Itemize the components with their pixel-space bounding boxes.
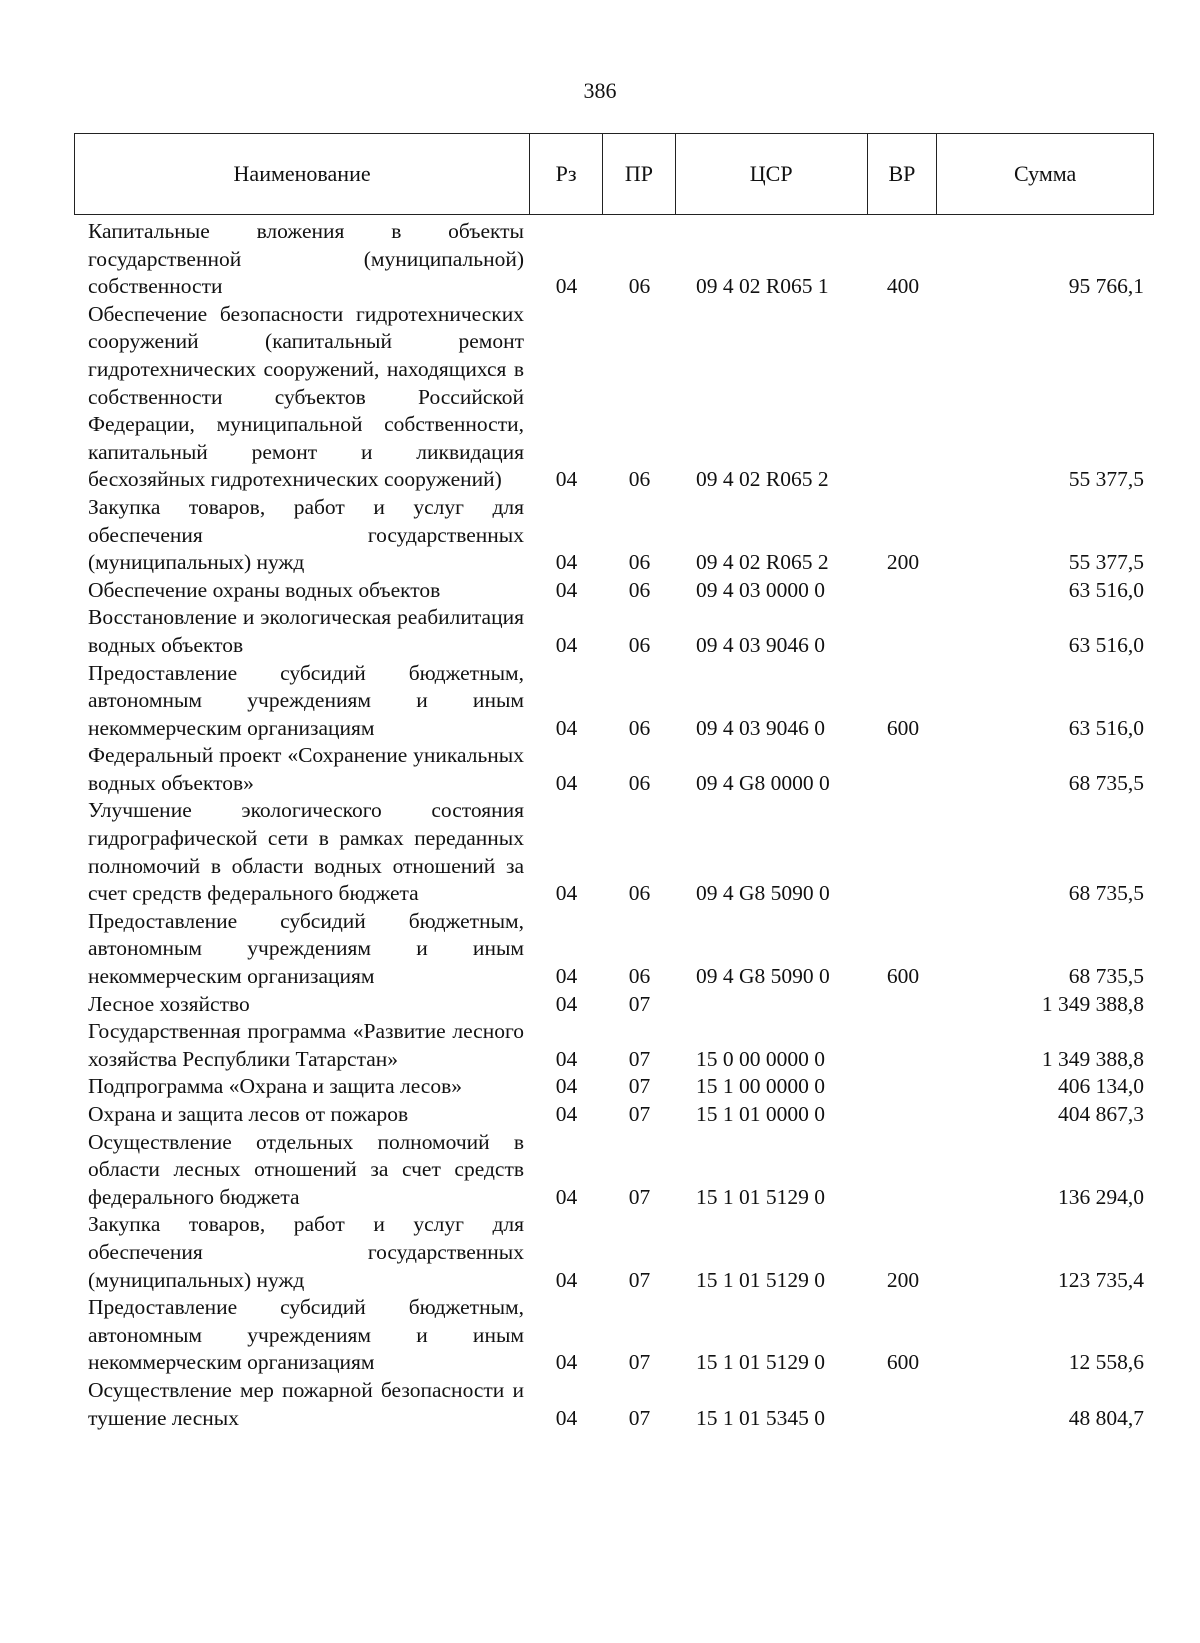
row-rz: 04 bbox=[555, 881, 578, 906]
header-rz: Рз bbox=[530, 134, 603, 214]
row-vr: 600 bbox=[886, 1350, 920, 1375]
table-row bbox=[74, 1294, 1154, 1377]
row-name: Федеральный проект «Сохранение уникальных водных объектов» bbox=[88, 743, 524, 795]
row-name: Предоставление субсидий бюджетным, автономным учреждениям и иным некоммерческим организациям bbox=[88, 908, 524, 989]
row-rz: 04 bbox=[555, 550, 578, 575]
row-sum: 68 735,5 bbox=[1068, 964, 1144, 989]
header-name: Наименование bbox=[75, 134, 530, 214]
row-sum: 95 766,1 bbox=[1068, 274, 1144, 299]
row-sum: 63 516,0 bbox=[1068, 632, 1144, 657]
row-rz: 04 bbox=[555, 632, 578, 657]
table-row bbox=[74, 991, 1154, 1019]
row-name: Государственная программа «Развитие лесного хозяйства Республики Татарстан» bbox=[88, 1019, 524, 1071]
row-name: Закупка товаров, работ и услуг для обеспечения государственных (муниципальных) нужд bbox=[88, 1212, 524, 1292]
row-csr: 15 0 00 0000 0 bbox=[696, 1046, 825, 1071]
row-csr: 15 1 01 5129 0 bbox=[696, 1350, 825, 1375]
row-csr: 09 4 G8 5090 0 bbox=[696, 964, 830, 989]
row-csr: 15 1 01 5345 0 bbox=[696, 1405, 825, 1430]
row-name: Предоставление субсидий бюджетным, автономным учреждениям и иным некоммерческим организациям bbox=[88, 1295, 524, 1375]
row-vr: 200 bbox=[886, 550, 920, 575]
row-sum: 406 134,0 bbox=[1058, 1074, 1144, 1099]
row-sum: 55 377,5 bbox=[1068, 550, 1144, 575]
table-row bbox=[74, 604, 1154, 659]
row-csr: 09 4 03 9046 0 bbox=[696, 715, 825, 740]
table-row bbox=[74, 797, 1154, 907]
table-row bbox=[74, 1377, 1154, 1432]
row-pr: 07 bbox=[628, 1405, 651, 1430]
row-rz: 04 bbox=[555, 1074, 578, 1099]
row-name: Осуществление отдельных полномочий в области лесных отношений за счет средств федерального бюджета bbox=[88, 1129, 524, 1209]
row-rz: 04 bbox=[555, 467, 578, 492]
header-vr: ВР bbox=[868, 134, 938, 214]
row-pr: 07 bbox=[628, 1102, 651, 1126]
table-row bbox=[74, 494, 1154, 577]
row-pr: 06 bbox=[628, 467, 651, 492]
row-vr: 400 bbox=[886, 274, 920, 299]
row-sum: 136 294,0 bbox=[1058, 1184, 1144, 1209]
row-rz: 04 bbox=[555, 1405, 578, 1430]
row-sum: 1 349 388,8 bbox=[1041, 1046, 1144, 1071]
row-rz: 04 bbox=[555, 1350, 578, 1375]
table-row bbox=[74, 1018, 1154, 1073]
row-vr: 600 bbox=[886, 964, 920, 989]
row-name: Закупка товаров, работ и услуг для обеспечения государственных (муниципальных) нужд bbox=[88, 494, 524, 575]
row-pr: 06 bbox=[628, 632, 651, 657]
row-rz: 04 bbox=[555, 1046, 578, 1071]
table-row bbox=[74, 1073, 1154, 1101]
row-name: Охрана и защита лесов от пожаров bbox=[88, 1102, 409, 1126]
table-body bbox=[74, 218, 1154, 1432]
page-number: 386 bbox=[583, 78, 617, 103]
row-pr: 06 bbox=[628, 274, 651, 299]
row-pr: 06 bbox=[628, 964, 651, 989]
row-csr: 09 4 03 9046 0 bbox=[696, 632, 825, 657]
row-name: Улучшение экологического состояния гидрографической сети в рамках переданных полномочий в области водных отношений за счет средств федерального бюджета bbox=[88, 798, 524, 906]
row-csr: 09 4 02 R065 1 bbox=[696, 274, 829, 299]
row-pr: 07 bbox=[628, 1350, 651, 1375]
row-rz: 04 bbox=[555, 991, 578, 1016]
row-name: Осуществление мер пожарной безопасности и тушение лесных bbox=[88, 1377, 524, 1430]
row-csr: 09 4 G8 0000 0 bbox=[696, 770, 830, 795]
table-row bbox=[74, 218, 1154, 301]
row-sum: 68 735,5 bbox=[1068, 881, 1144, 906]
row-rz: 04 bbox=[555, 1102, 578, 1126]
row-vr: 200 bbox=[886, 1267, 920, 1292]
row-pr: 06 bbox=[628, 550, 651, 575]
row-pr: 07 bbox=[628, 1074, 651, 1099]
row-name: Обеспечение охраны водных объектов bbox=[88, 577, 441, 602]
table-row bbox=[74, 1129, 1154, 1212]
row-sum: 63 516,0 bbox=[1068, 715, 1144, 740]
row-rz: 04 bbox=[555, 1267, 578, 1292]
row-sum: 123 735,4 bbox=[1058, 1267, 1144, 1292]
row-pr: 06 bbox=[628, 715, 651, 740]
table-row bbox=[74, 1211, 1154, 1294]
row-pr: 06 bbox=[628, 770, 651, 795]
row-csr: 09 4 03 0000 0 bbox=[696, 577, 825, 602]
row-sum: 12 558,6 bbox=[1068, 1350, 1144, 1375]
row-name: Капитальные вложения в объекты государственной (муниципальной) собственности bbox=[88, 219, 524, 299]
row-sum: 63 516,0 bbox=[1068, 577, 1144, 602]
row-sum: 48 804,7 bbox=[1068, 1405, 1144, 1430]
row-rz: 04 bbox=[555, 1184, 578, 1209]
row-sum: 1 349 388,8 bbox=[1041, 991, 1144, 1016]
table-row bbox=[74, 908, 1154, 991]
row-rz: 04 bbox=[555, 715, 578, 740]
row-name: Предоставление субсидий бюджетным, автономным учреждениям и иным некоммерческим организациям bbox=[88, 660, 524, 740]
row-csr: 09 4 02 R065 2 bbox=[696, 467, 829, 492]
row-pr: 07 bbox=[628, 1267, 651, 1292]
row-name: Подпрограмма «Охрана и защита лесов» bbox=[88, 1074, 462, 1099]
header-csr: ЦСР bbox=[676, 134, 868, 214]
row-pr: 07 bbox=[628, 991, 651, 1016]
table-header bbox=[74, 133, 1154, 215]
table-row bbox=[74, 577, 1154, 605]
row-csr: 15 1 01 5129 0 bbox=[696, 1267, 825, 1292]
row-pr: 06 bbox=[628, 881, 651, 906]
row-rz: 04 bbox=[555, 577, 578, 602]
header-pr: ПР bbox=[603, 134, 676, 214]
row-csr: 15 1 00 0000 0 bbox=[696, 1074, 825, 1099]
row-csr: 09 4 02 R065 2 bbox=[696, 550, 829, 575]
row-pr: 07 bbox=[628, 1046, 651, 1071]
row-sum: 404 867,3 bbox=[1058, 1102, 1144, 1126]
row-csr: 15 1 01 5129 0 bbox=[696, 1184, 825, 1209]
row-pr: 06 bbox=[628, 577, 651, 602]
row-rz: 04 bbox=[555, 274, 578, 299]
table-row bbox=[74, 1101, 1154, 1129]
row-rz: 04 bbox=[555, 964, 578, 989]
table-row bbox=[74, 742, 1154, 797]
row-name: Восстановление и экологическая реабилитация водных объектов bbox=[88, 605, 524, 657]
header-sum: Сумма bbox=[1014, 161, 1077, 186]
row-pr: 07 bbox=[628, 1184, 651, 1209]
row-sum: 68 735,5 bbox=[1068, 770, 1144, 795]
table-row bbox=[74, 660, 1154, 743]
table-row bbox=[74, 301, 1154, 494]
row-sum: 55 377,5 bbox=[1068, 467, 1144, 492]
row-rz: 04 bbox=[555, 770, 578, 795]
row-vr: 600 bbox=[886, 715, 920, 740]
row-name: Лесное хозяйство bbox=[88, 991, 250, 1016]
row-csr: 15 1 01 0000 0 bbox=[696, 1102, 825, 1126]
row-name: Обеспечение безопасности гидротехнических сооружений (капитальный ремонт гидротехнических сооружений, находящихся в собственности субъектов Российской Федерации, муниципальной собственности, капитальный ремонт и ликвидация бесхозяйных гидротехнических сооружений) bbox=[88, 301, 524, 492]
row-csr: 09 4 G8 5090 0 bbox=[696, 881, 830, 906]
